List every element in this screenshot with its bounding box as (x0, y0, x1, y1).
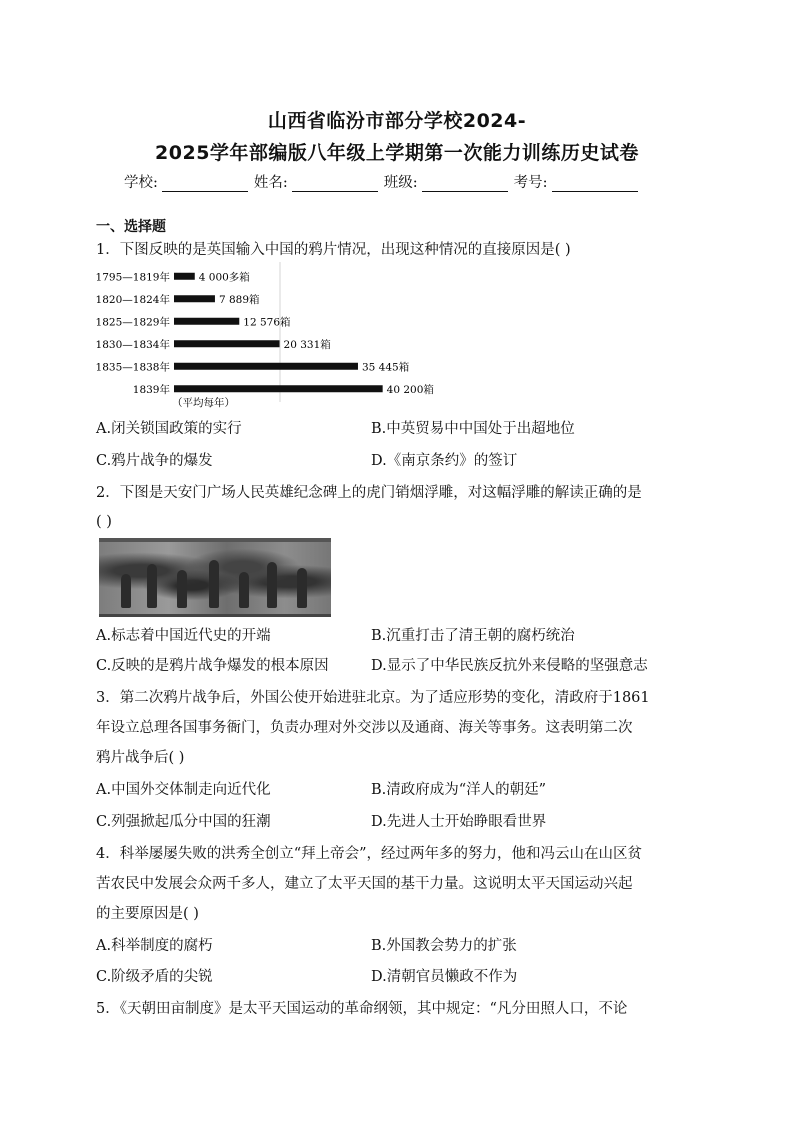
q5-stem-line1: 5．《天朝田亩制度》是太平天国运动的革命纲领，其中规定：“凡分田照人口，不论 (96, 1001, 628, 1017)
class-field[interactable]: 班级: (384, 171, 512, 192)
school-field[interactable]: 学校: (124, 171, 252, 192)
chart-data-label: 12 576箱 (243, 316, 291, 329)
q4-stem-line3: 的主要原因是( ) (96, 906, 199, 922)
chart-data-label: 7 889箱 (218, 293, 260, 306)
q3-stem-line2: 年设立总理各国事务衙门，负责办理对外交涉以及通商、海关等事务。这表明第二次 (96, 720, 633, 736)
chart-data-label: 20 331箱 (283, 338, 331, 351)
exam-title-line1: 山西省临汾市部分学校2024- (267, 110, 527, 132)
student-info-row (124, 171, 684, 192)
chart-category-label: 1820—1824年 (95, 293, 170, 306)
q4-option-a[interactable]: A.科举制度的腐朽 (96, 938, 213, 954)
opium-import-chart (95, 262, 434, 412)
q1-option-b[interactable]: B.中英贸易中中国处于出超地位 (371, 421, 575, 437)
chart-category-label: 1830—1834年 (95, 338, 170, 351)
q2-option-d[interactable]: D.显示了中华民族反抗外来侵略的坚强意志 (371, 658, 648, 674)
chart-bar (174, 385, 383, 392)
humen-relief-image (99, 538, 331, 617)
name-field[interactable]: 姓名: (254, 171, 382, 192)
chart-data-label: 35 445箱 (361, 361, 410, 374)
chart-data-label: 4 000多箱 (198, 271, 250, 284)
chart-note: （平均每年） (172, 397, 235, 409)
chart-bar (174, 273, 195, 280)
q3-stem-line3: 鸦片战争后( ) (96, 750, 185, 766)
chart-data-label: 40 200箱 (386, 383, 434, 396)
q3-option-d[interactable]: D.先进人士开始睁眼看世界 (371, 814, 547, 830)
chart-category-label: 1795—1819年 (95, 271, 170, 284)
chart-bar (174, 318, 239, 325)
q4-stem-line1: 4．科举屡屡失败的洪秀全创立“拜上帝会”，经过两年多的努力，他和冯云山在山区贫 (96, 846, 643, 862)
q4-stem-line2: 苦农民中发展会众两千多人，建立了太平天国的基干力量。这说明太平天国运动兴起 (96, 876, 633, 892)
q3-stem-line1: 3．第二次鸦片战争后，外国公使开始进驻北京。为了适应形势的变化，清政府于1861 (96, 690, 650, 706)
chart-category-label: 1835—1838年 (95, 361, 170, 374)
q4-option-d[interactable]: D.清朝官员懒政不作为 (371, 969, 518, 985)
q4-option-b[interactable]: B.外国教会势力的扩张 (371, 938, 517, 954)
q1-option-c[interactable]: C.鸦片战争的爆发 (96, 453, 213, 469)
q3-option-b[interactable]: B.清政府成为“洋人的朝廷” (371, 782, 547, 798)
chart-bar (174, 340, 280, 347)
section-heading: 一、选择题 (96, 219, 166, 235)
q4-option-c[interactable]: C.阶级矛盾的尖锐 (96, 969, 213, 985)
exam-number-field[interactable]: 考号: (514, 171, 642, 192)
chart-category-label: 1839年 (132, 383, 170, 396)
q3-option-a[interactable]: A.中国外交体制走向近代化 (96, 782, 271, 798)
q3-option-c[interactable]: C.列强掀起瓜分中国的狂潮 (96, 814, 271, 830)
q1-option-d[interactable]: D.《南京条约》的签订 (371, 453, 518, 469)
q2-stem-line1: 2．下图是天安门广场人民英雄纪念碑上的虎门销烟浮雕，对这幅浮雕的解读正确的是 (96, 485, 642, 501)
q2-option-c[interactable]: C.反映的是鸦片战争爆发的根本原因 (96, 658, 329, 674)
q2-option-b[interactable]: B.沉重打击了清王朝的腐朽统治 (371, 628, 575, 644)
q1-stem: 1．下图反映的是英国输入中国的鸦片情况，出现这种情况的直接原因是( ) (96, 242, 571, 258)
chart-bar (174, 363, 358, 370)
q2-stem-line2: ( ) (96, 514, 112, 530)
chart-category-label: 1825—1829年 (95, 316, 170, 329)
q1-option-a[interactable]: A.闭关锁国政策的实行 (96, 421, 242, 437)
q2-option-a[interactable]: A.标志着中国近代史的开端 (96, 628, 271, 644)
exam-title-line2: 2025学年部编版八年级上学期第一次能力训练历史试卷 (155, 142, 639, 164)
chart-bar (174, 295, 215, 302)
